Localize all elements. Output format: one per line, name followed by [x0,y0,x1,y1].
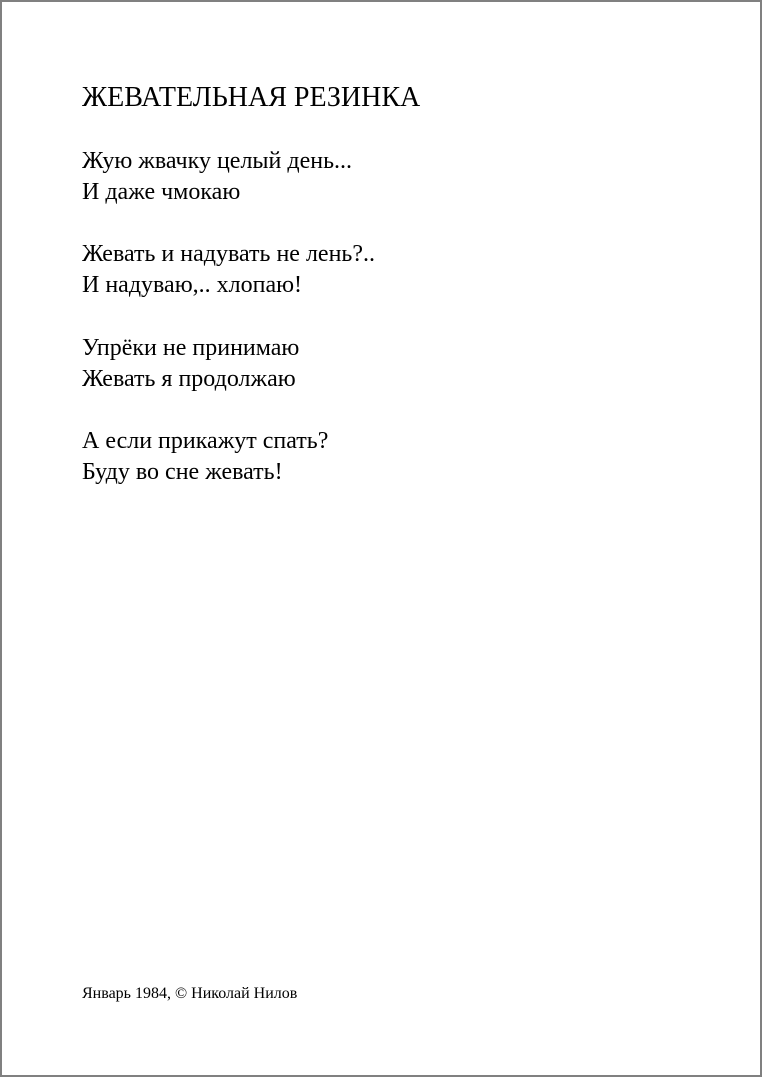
stanza-2 [82,239,375,301]
poem-title: ЖЕВАТЕЛЬНАЯ РЕЗИНКА [82,82,421,113]
author-credit: Январь 1984, © Николай Нилов [82,985,298,1002]
poem-line: И надуваю,.. хлопаю! [82,272,303,298]
stanza-4 [82,426,328,488]
poem-line: А если прикажут спать? [82,428,329,454]
poem-line: И даже чмокаю [82,179,241,205]
poem-line: Жевать я продолжаю [82,366,296,392]
poem-line: Жую жвачку целый день... [82,148,353,174]
poem-line: Буду во сне жевать! [82,459,283,485]
stanza-1 [82,146,352,208]
stanza-3 [82,333,299,395]
poem-line: Жевать и надувать не лень?.. [82,241,376,267]
poem-line: Упрёки не принимаю [82,335,300,361]
